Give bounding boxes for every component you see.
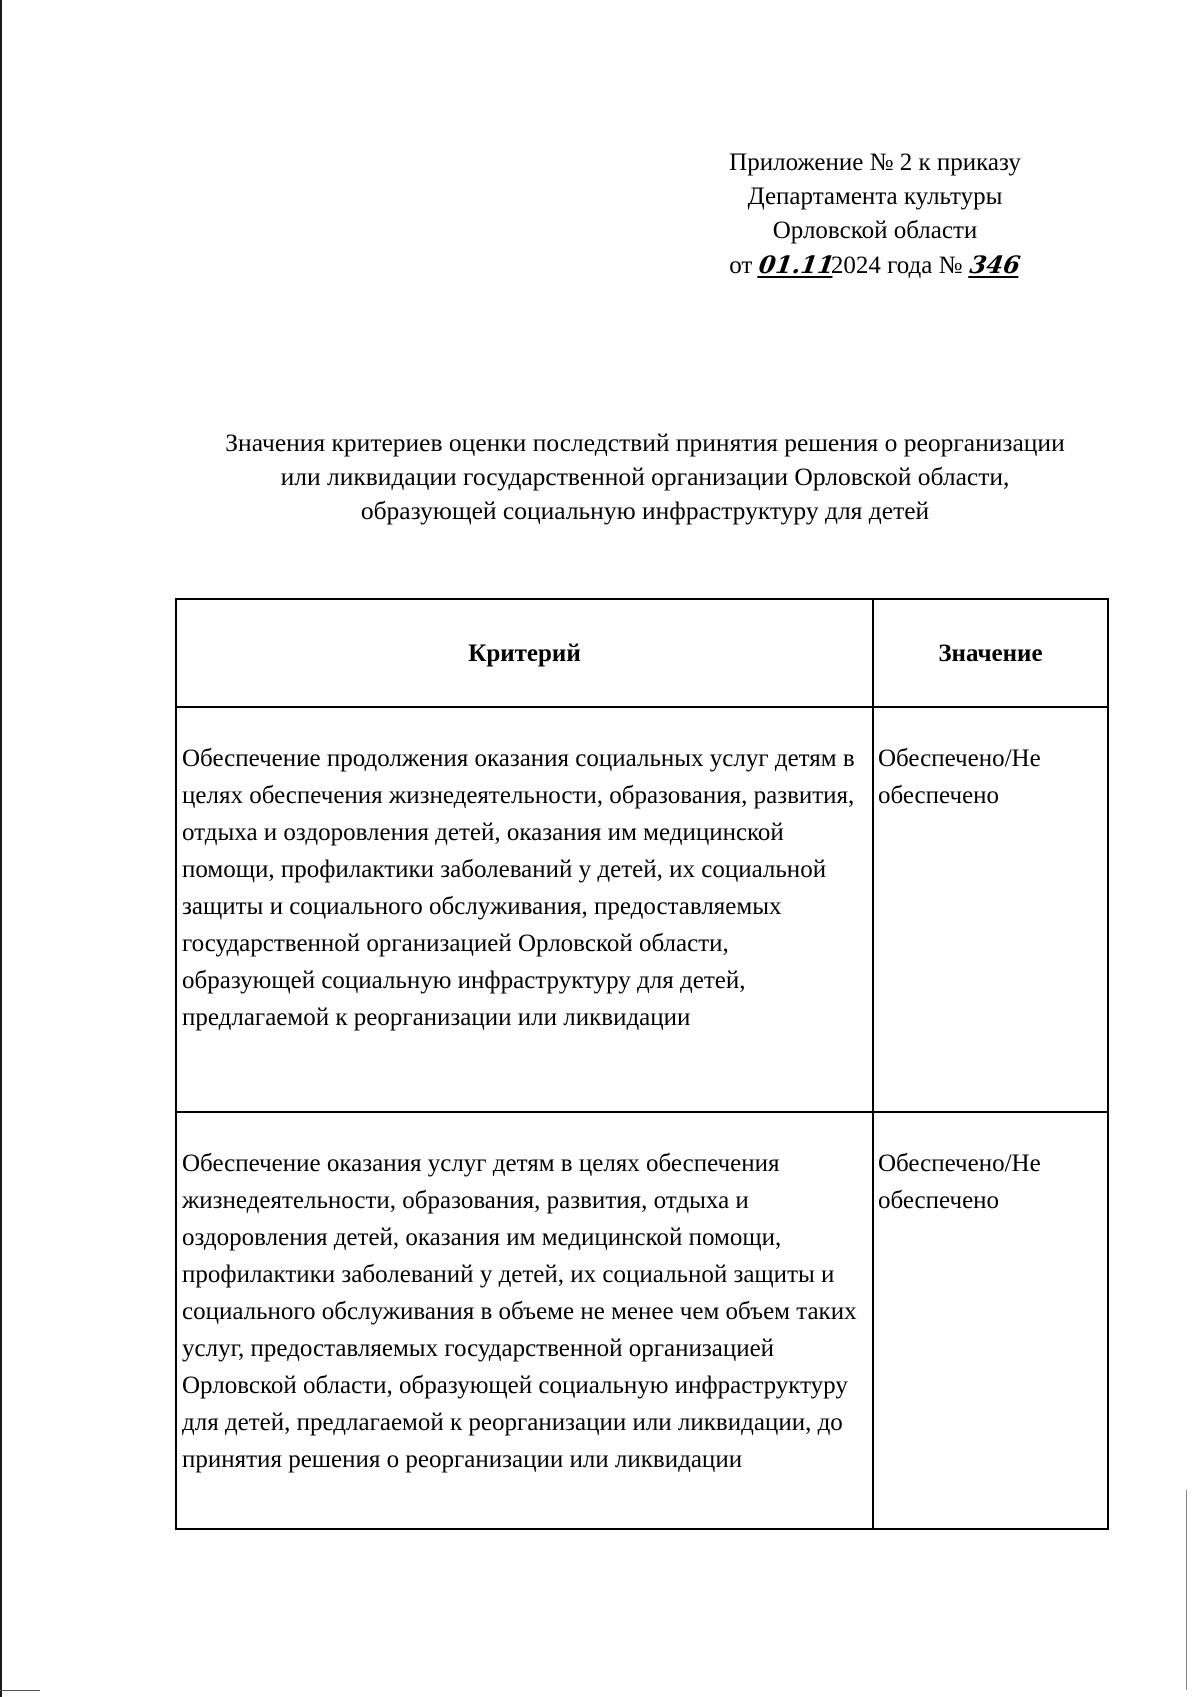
value-text: Обеспечено/Не обеспечено: [877, 1150, 1041, 1214]
title-line: или ликвидации государственной организации Орловской области,: [280, 462, 1010, 491]
criterion-cell: [176, 1112, 873, 1529]
title-line: Значения критериев оценки последствий принятия решения о реорганизации: [225, 428, 1065, 457]
document-title: [165, 426, 1125, 528]
criteria-table: [175, 598, 1109, 1530]
value-cell: [873, 1112, 1108, 1529]
value-text: Обеспечено/Не обеспечено: [877, 745, 1041, 809]
table-row: [176, 1112, 1108, 1529]
scan-edge: [0, 0, 2, 1697]
criterion-text: Обеспечение продолжения оказания социальных услуг детям в целях обеспечения жизнедеятельности, образования, развития, отдыха и оздоровления детей, оказания им медицинской помощи, профилактики заболеваний у детей, их социальной защиты и социального обслуживания, предоставляемых государственной организацией Орловской области, образующей социальную инфраструктуру для детей, предлагаемой к реорганизации или ликвидации: [182, 745, 855, 1031]
title-line: образующей социальную инфраструктуру для детей: [360, 496, 930, 525]
handwritten-date: 01.11: [756, 250, 836, 279]
scan-edge-mark-right: [1186, 1490, 1187, 1690]
criterion-text: Обеспечение оказания услуг детям в целях обеспечения жизнедеятельности, образования, развития, отдыха и оздоровления детей, оказания им медицинской помощи, профилактики заболеваний у детей, их социальной защиты и социального обслуживания в объеме не менее чем объем таких услуг, предоставляемых государственной организацией Орловской области, образующей социальную инфраструктуру для детей, предлагаемой к реорганизации или ликвидации, до принятия решения о реорганизации или ликвидации: [182, 1150, 857, 1473]
appendix-reference: [700, 146, 1050, 283]
handwritten-number: 346: [967, 250, 1022, 279]
appendix-line: Приложение № 2 к приказу: [729, 149, 1021, 176]
value-cell: [873, 707, 1108, 1112]
appendix-line: Департамента культуры: [747, 183, 1003, 210]
table-row: [176, 707, 1108, 1112]
appendix-year: 2024 года №: [830, 252, 963, 279]
appendix-date-line: [700, 248, 1050, 283]
criterion-cell: [176, 707, 873, 1112]
column-header-criterion: Критерий: [176, 599, 873, 707]
column-header-value: Значение: [873, 599, 1108, 707]
table-header-row: [176, 599, 1108, 707]
appendix-line: Орловской области: [772, 217, 978, 244]
scan-edge-mark: [0, 1690, 40, 1691]
appendix-prefix: от: [729, 252, 753, 279]
